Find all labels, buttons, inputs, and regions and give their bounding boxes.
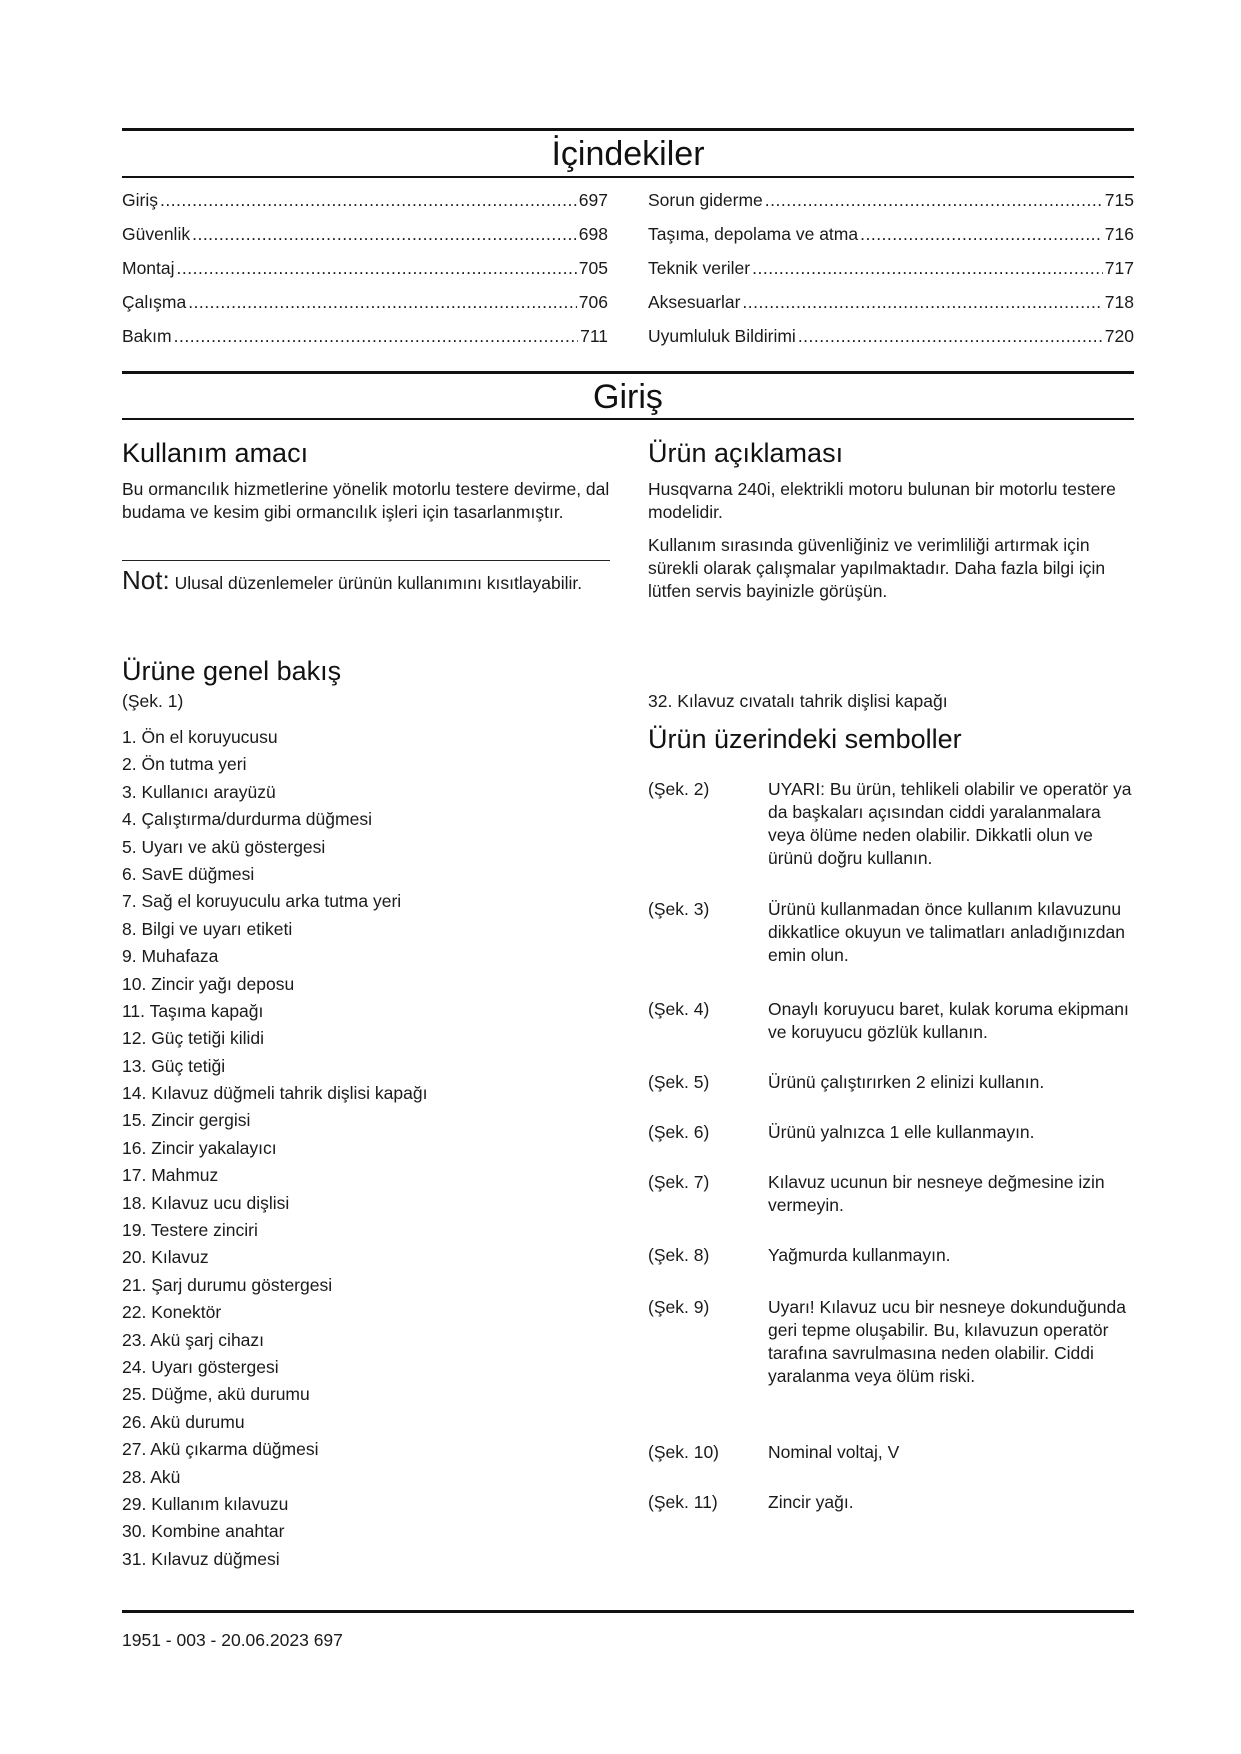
symbol-description: Kılavuz ucunun bir nesneye değmesine izin vermeyin. — [768, 1172, 1105, 1215]
symbol-description: UYARI: Bu ürün, tehlikeli olabilir ve operatör ya da başkaları açısından ciddi yaralanmalara veya ölüme neden olabilir. Dikkatli olun ve ürünü doğru kullanın. — [768, 779, 1132, 868]
list-item: 15. Zincir gergisi — [122, 1110, 251, 1131]
symbol-fig-ref: (Şek. 6) — [648, 1122, 710, 1142]
overview-list — [122, 724, 622, 1573]
footer-code: 1951 - 003 - 20.06.2023 — [122, 1630, 309, 1650]
list-item: 18. Kılavuz ucu dişlisi — [122, 1192, 290, 1213]
product-description-p1: Husqvarna 240i, elektrikli motoru bulunan bir motorlu testere modelidir. — [648, 479, 1116, 522]
toc-entry[interactable]: Taşıma, depolama ve atma ..... 716 — [648, 224, 1134, 258]
list-item: 9. Muhafaza — [122, 946, 219, 967]
symbol-description: Onaylı koruyucu baret, kulak koruma ekipmanı ve koruyucu gözlük kullanın. — [768, 999, 1129, 1042]
list-item: 30. Kombine anahtar — [122, 1521, 285, 1542]
list-item: 23. Akü şarj cihazı — [122, 1329, 265, 1350]
list-item: 19. Testere zinciri — [122, 1220, 258, 1241]
toc-entry[interactable]: Teknik veriler ..... 717 — [648, 258, 1134, 292]
toc-entry[interactable]: Bakım ..... 711 — [122, 326, 608, 360]
toc-entry[interactable]: Sorun giderme ..... 715 — [648, 190, 1134, 224]
list-item: 7. Sağ el koruyuculu arka tutma yeri — [122, 891, 402, 912]
list-item: 29. Kullanım kılavuzu — [122, 1493, 289, 1514]
symbol-fig-ref: (Şek. 2) — [648, 779, 710, 799]
symbol-description: Yağmurda kullanmayın. — [768, 1245, 951, 1265]
footer-page-number: 697 — [313, 1630, 343, 1650]
symbol-fig-ref: (Şek. 4) — [648, 999, 710, 1019]
toc-title-rule — [122, 176, 1134, 178]
toc-entry[interactable]: Montaj ..... 705 — [122, 258, 608, 292]
symbol-fig-ref: (Şek. 7) — [648, 1172, 710, 1192]
product-description-heading: Ürün açıklaması — [648, 438, 844, 468]
toc-entry[interactable]: Uyumluluk Bildirimi ..... 720 — [648, 326, 1134, 360]
overview-fig-ref: (Şek. 1) — [122, 691, 184, 711]
symbol-description: Ürünü çalıştırırken 2 elinizi kullanın. — [768, 1072, 1045, 1092]
toc-entry[interactable]: Çalışma ..... 706 — [122, 292, 608, 326]
list-item: 28. Akü — [122, 1466, 181, 1487]
list-item: 12. Güç tetiği kilidi — [122, 1028, 265, 1049]
toc-left-column — [122, 190, 608, 360]
symbol-fig-ref: (Şek. 10) — [648, 1442, 719, 1462]
symbols-heading: Ürün üzerindeki semboller — [648, 724, 962, 754]
note-text: Ulusal düzenlemeler ürünün kullanımını kısıtlayabilir. — [174, 573, 583, 593]
list-item: 27. Akü çıkarma düğmesi — [122, 1439, 319, 1460]
list-item: 20. Kılavuz — [122, 1247, 209, 1268]
symbol-fig-ref: (Şek. 8) — [648, 1245, 710, 1265]
symbol-description: Uyarı! Kılavuz ucu bir nesneye dokunduğunda geri tepme oluşabilir. Bu, kılavuzun operatör tarafına savrulmasına neden olabilir. Ciddi yaralanma veya ölüm riski. — [768, 1297, 1127, 1386]
toc-entry[interactable]: Güvenlik ..... 698 — [122, 224, 608, 258]
symbol-fig-ref: (Şek. 11) — [648, 1492, 718, 1512]
intended-use-text: Bu ormancılık hizmetlerine yönelik motorlu testere devirme, dal budama ve kesim gibi ormancılık işleri için tasarlanmıştır. — [122, 479, 610, 522]
list-item: 22. Konektör — [122, 1302, 222, 1323]
list-item: 3. Kullanıcı arayüzü — [122, 781, 276, 802]
section-title: Giriş — [593, 378, 663, 416]
list-item: 13. Güç tetiği — [122, 1055, 226, 1076]
toc-title: İçindekiler — [551, 135, 705, 173]
overview-heading: Ürüne genel bakış — [122, 656, 342, 686]
toc-entry[interactable]: Aksesuarlar ..... 718 — [648, 292, 1134, 326]
symbol-fig-ref: (Şek. 5) — [648, 1072, 710, 1092]
toc-entry[interactable]: Giriş ..... 697 — [122, 190, 608, 224]
symbol-description: Zincir yağı. — [768, 1492, 854, 1512]
list-item: 4. Çalıştırma/durdurma düğmesi — [122, 809, 372, 830]
list-item: 11. Taşıma kapağı — [122, 1000, 264, 1021]
list-item: 5. Uyarı ve akü göstergesi — [122, 836, 326, 857]
symbol-description: Ürünü kullanmadan önce kullanım kılavuzunu dikkatlice okuyun ve talimatları anladığınızdan emin olun. — [768, 899, 1126, 965]
list-item: 31. Kılavuz düğmesi — [122, 1548, 280, 1569]
list-item: 2. Ön tutma yeri — [122, 754, 247, 775]
list-item: 24. Uyarı göstergesi — [122, 1356, 279, 1377]
list-item: 10. Zincir yağı deposu — [122, 973, 295, 994]
toc-right-column — [648, 190, 1134, 360]
list-item: 14. Kılavuz düğmeli tahrik dişlisi kapağı — [122, 1083, 428, 1104]
note-label: Not: — [122, 565, 170, 595]
symbol-description: Nominal voltaj, V — [768, 1442, 900, 1462]
list-item: 16. Zincir yakalayıcı — [122, 1137, 277, 1158]
list-item: 8. Bilgi ve uyarı etiketi — [122, 918, 293, 939]
list-item: 25. Düğme, akü durumu — [122, 1384, 310, 1405]
note-block — [122, 565, 612, 596]
list-item: 6. SavE düğmesi — [122, 863, 255, 884]
footer-rule — [122, 1610, 1134, 1613]
note-divider — [122, 560, 610, 561]
list-item: 17. Mahmuz — [122, 1165, 219, 1186]
product-description-p2: Kullanım sırasında güvenliğiniz ve verimliliği artırmak için sürekli olarak çalışmalar yapılmaktadır. Daha fazla bilgi için lütfen servis bayinizle görüşün. — [648, 535, 1106, 601]
list-item: 26. Akü durumu — [122, 1411, 245, 1432]
section-top-rule — [122, 371, 1134, 374]
overview-item-32: 32. Kılavuz cıvatalı tahrik dişlisi kapağı — [648, 691, 948, 711]
list-item: 1. Ön el koruyucusu — [122, 727, 278, 747]
symbol-fig-ref: (Şek. 3) — [648, 899, 710, 919]
section-title-rule — [122, 418, 1134, 420]
symbol-description: Ürünü yalnızca 1 elle kullanmayın. — [768, 1122, 1035, 1142]
footer — [122, 1630, 343, 1651]
toc-top-rule — [122, 128, 1134, 131]
intended-use-heading: Kullanım amacı — [122, 438, 309, 468]
list-item: 21. Şarj durumu göstergesi — [122, 1274, 333, 1295]
symbol-fig-ref: (Şek. 9) — [648, 1297, 710, 1317]
